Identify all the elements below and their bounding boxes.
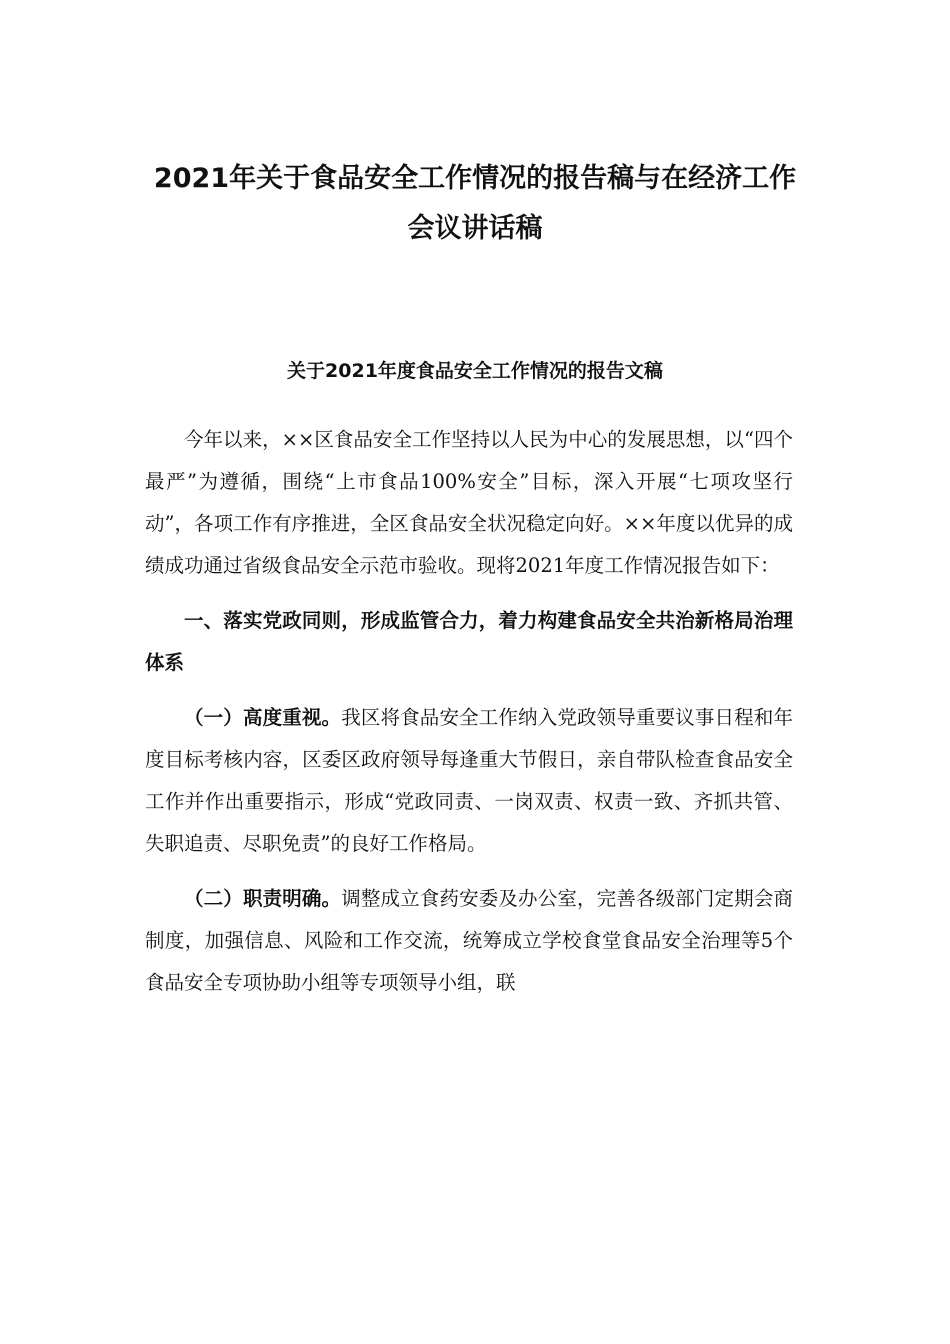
heading-section-one <box>145 600 793 684</box>
paragraph-lead: （一）高度重视。 <box>184 706 342 729</box>
heading-text: 一、落实党政同则，形成监管合力，着力构建食品安全共治新格局治理体系 <box>145 609 793 674</box>
section-title: 关于2021年度食品安全工作情况的报告文稿 <box>287 360 663 382</box>
document-body <box>145 419 793 1004</box>
document-title: 2021年关于食品安全工作情况的报告稿与在经济工作会议讲话稿 <box>153 163 797 244</box>
paragraph-lead: （二）职责明确。 <box>184 887 342 910</box>
paragraph-clear-duties <box>145 878 793 1004</box>
paragraph-intro <box>145 419 793 587</box>
paragraph-text: 调整成立食药安委及办公室，完善各级部门定期会商制度，加强信息、风险和工作交流，统筹成立学校食堂食品安全治理等5个食品安全专项协助小组等专项领导小组，联 <box>145 887 793 994</box>
paragraph-text: 我区将食品安全工作纳入党政领导重要议事日程和年度目标考核内容，区委区政府领导每逢重大节假日，亲自带队检查食品安全工作并作出重要指示，形成“党政同责、一岗双责、权责一致、齐抓共管、失职追责、尽职免责”的良好工作格局。 <box>145 706 793 855</box>
paragraph-text: 今年以来，××区食品安全工作坚持以人民为中心的发展思想，以“四个最严”为遵循，围绕“上市食品100%安全”目标，深入开展“七项攻坚行动”，各项工作有序推进，全区食品安全状况稳定向好。××年度以优异的成绩成功通过省级食品安全示范市验收。现将2021年度工作情况报告如下： <box>145 428 793 577</box>
paragraph-high-priority <box>145 697 793 865</box>
